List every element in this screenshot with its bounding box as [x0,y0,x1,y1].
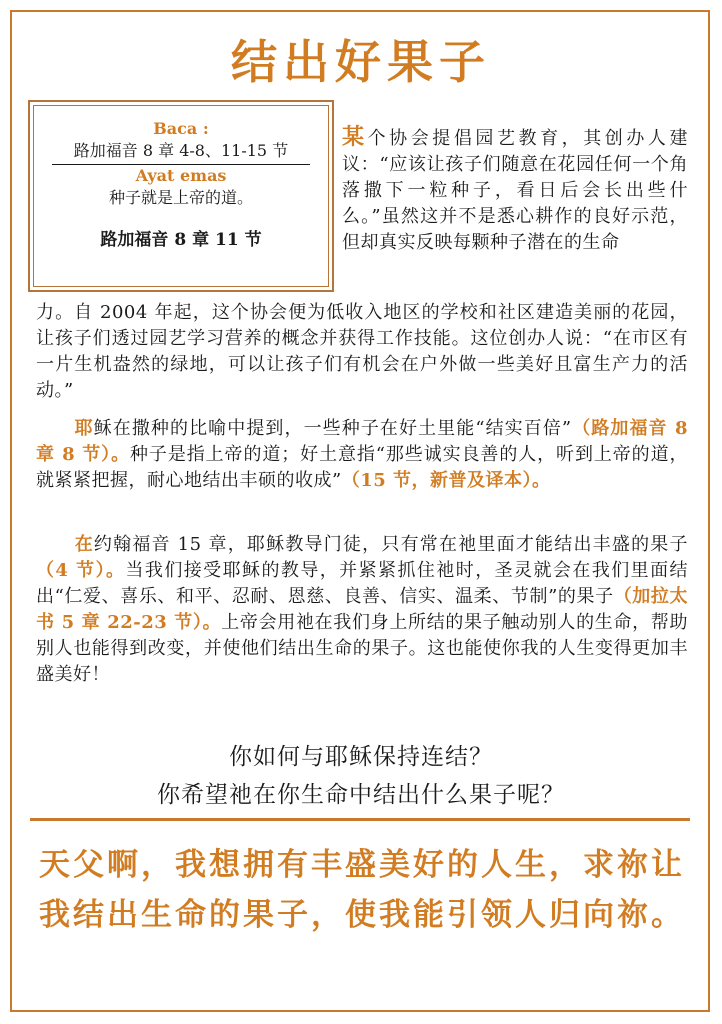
paragraph-1-continued-text: 力。自 2004 年起，这个协会便为低收入地区的学校和社区建造美丽的花园，让孩子们透过园艺学习营养的概念并获得工作技能。这位创办人说：“在市区有一片生机盎然的绿地，可以让孩子们有机会在户外做一些美好且富生产力的活动。” [36,302,688,401]
verse-text: 种子就是上帝的道。 [108,188,253,207]
reading-label: Baca : [153,119,209,138]
page-title: 结出好果子 [231,35,491,89]
reading-box-inner [33,105,329,287]
paragraph-3-lead: 在 [74,534,94,555]
paragraph-2-ref-1: （路加福音 8 章 8 节）。 [36,418,689,465]
paragraph-2-text-a: 稣在撒种的比喻中提到，一些种子在好土里能“结实百倍” [93,418,572,439]
reading-box [28,100,334,292]
paragraph-3 [36,532,688,688]
prayer-text: 天父啊，我想拥有丰盛美好的人生，求祢让我结出生命的果子，使我能引领人归向祢。 [39,847,685,933]
paragraph-1-continued [36,300,688,404]
paragraph-2-lead: 耶 [74,418,94,439]
section-divider [30,818,690,821]
paragraph-3-text-b: 当我们接受耶稣的教导，并紧紧抓住祂时，圣灵就会在我们里面结出“仁爱、喜乐、和平、忍耐、恩慈、良善、信实、温柔、节制”的果子 [36,560,689,607]
paragraph-3-text-a: 约翰福音 15 章，耶稣教导门徒，只有常在祂里面才能结出丰盛的果子 [93,534,688,555]
paragraph-3-ref-2: （加拉太书 5 章 22-23 节）。 [36,586,688,633]
paragraph-2-text-b: 种子是指上帝的道；好土意指“那些诚实良善的人，听到上帝的道，就紧紧把握，耐心地结出丰硕的收成” [36,444,688,491]
paragraph-1 [342,124,688,256]
paragraph-1-lead: 某 [342,124,368,150]
paragraph-2-ref-2: （15 节，新普及译本）。 [341,470,551,491]
verse-reference: 路加福音 8 章 11 节 [100,230,262,250]
reflection-question-2: 你希望祂在你生命中结出什么果子呢？ [157,782,565,808]
verse-label: Ayat emas [135,166,227,185]
paragraph-3-text-c: 上帝会用祂在我们身上所结的果子触动别人的生命，帮助别人也能得到改变，并使他们结出生命的果子。这也能使你我的人生变得更加丰盛美好！ [36,612,688,685]
paragraph-3-ref-1: （4 节）。 [36,560,126,581]
paragraph-2 [36,416,688,494]
paragraph-1-text: 个协会提倡园艺教育，其创办人建议：“应该让孩子们随意在花园任何一个角落撒下一粒种子，看日后会长出些什么。”虽然这并不是悉心耕作的良好示范，但却真实反映每颗种子潜在的生命 [342,128,688,253]
reflection-question-1: 你如何与耶稣保持连结？ [229,744,493,770]
reading-passage: 路加福音 8 章 4-8、11-15 节 [73,141,289,160]
